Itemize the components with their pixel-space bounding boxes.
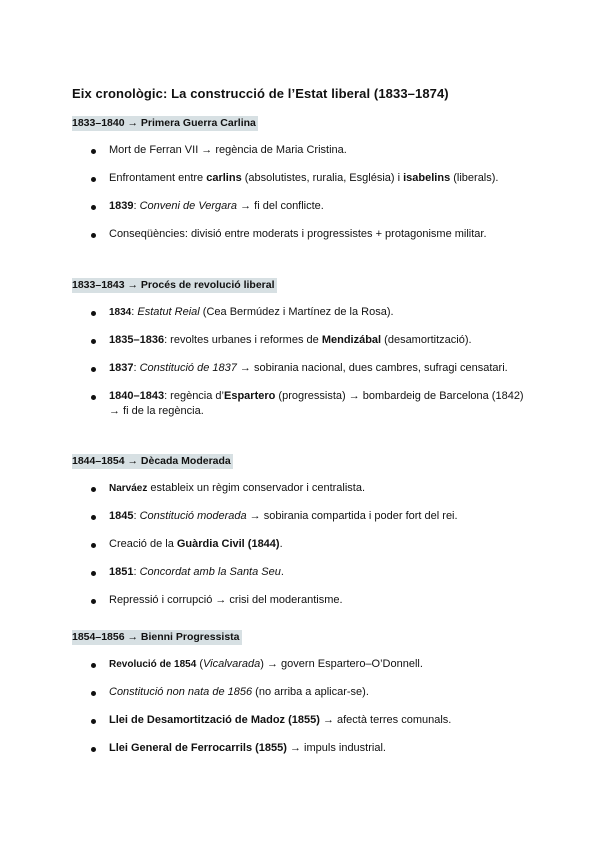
bullet-icon	[91, 177, 96, 182]
bullet-icon	[91, 691, 96, 696]
list-item: Creació de la Guàrdia Civil (1844).	[72, 537, 532, 552]
bullet-icon	[91, 339, 96, 344]
section-revolucio-liberal	[72, 275, 532, 419]
bullet-icon	[91, 233, 96, 238]
bullet-icon	[91, 311, 96, 316]
list-item: Llei de Desamortització de Madoz (1855) → afectà terres comunals.	[72, 713, 532, 728]
list-item: 1839: Conveni de Vergara → fi del conflicte.	[72, 199, 532, 214]
list-item: Narváez estableix un règim conservador i centralista.	[72, 481, 532, 496]
section-decada-moderada	[72, 451, 532, 608]
list-item: Repressió i corrupció → crisi del moderantisme.	[72, 593, 532, 608]
list-item: Revolució de 1854 (Vicalvarada) → govern Espartero–O’Donnell.	[72, 657, 532, 672]
list-item: 1851: Concordat amb la Santa Seu.	[72, 565, 532, 580]
bullet-icon	[91, 663, 96, 668]
bullet-icon	[91, 599, 96, 604]
list-item: Constitució non nata de 1856 (no arriba a aplicar-se).	[72, 685, 532, 700]
list-item: Enfrontament entre carlins (absolutistes, ruralia, Església) i isabelins (liberals).	[72, 171, 532, 186]
list-item: 1840–1843: regència d’Espartero (progressista) → bombardeig de Barcelona (1842) → fi de la regència.	[72, 389, 532, 419]
bullet-list	[72, 657, 532, 756]
bullet-icon	[91, 571, 96, 576]
bullet-icon	[91, 487, 96, 492]
section-heading: 1833–1843 → Procés de revolució liberal	[72, 279, 275, 291]
bullet-icon	[91, 205, 96, 210]
bullet-icon	[91, 515, 96, 520]
bullet-list	[72, 305, 532, 419]
list-item: 1834: Estatut Reial (Cea Bermúdez i Martínez de la Rosa).	[72, 305, 532, 320]
list-item: 1835–1836: revoltes urbanes i reformes de Mendizábal (desamortització).	[72, 333, 532, 348]
bullet-icon	[91, 719, 96, 724]
bullet-icon	[91, 367, 96, 372]
section-heading: 1844–1854 → Dècada Moderada	[72, 455, 231, 467]
bullet-list	[72, 143, 532, 242]
bullet-icon	[91, 747, 96, 752]
list-item: Conseqüències: divisió entre moderats i progressistes + protagonisme militar.	[72, 227, 532, 242]
bullet-icon	[91, 543, 96, 548]
bullet-icon	[91, 395, 96, 400]
section-bienni-progressista	[72, 627, 532, 756]
section-heading: 1854–1856 → Bienni Progressista	[72, 631, 240, 643]
section-heading: 1833–1840 → Primera Guerra Carlina	[72, 117, 256, 129]
section-primera-guerra-carlina	[72, 113, 532, 242]
bullet-icon	[91, 149, 96, 154]
list-item: Mort de Ferran VII → regència de Maria Cristina.	[72, 143, 532, 158]
list-item: 1837: Constitució de 1837 → sobirania nacional, dues cambres, sufragi censatari.	[72, 361, 532, 376]
list-item: 1845: Constitució moderada → sobirania compartida i poder fort del rei.	[72, 509, 532, 524]
page-title: Eix cronològic: La construcció de l’Estat liberal (1833–1874)	[72, 86, 449, 101]
list-item: Llei General de Ferrocarrils (1855) → impuls industrial.	[72, 741, 532, 756]
bullet-list	[72, 481, 532, 608]
